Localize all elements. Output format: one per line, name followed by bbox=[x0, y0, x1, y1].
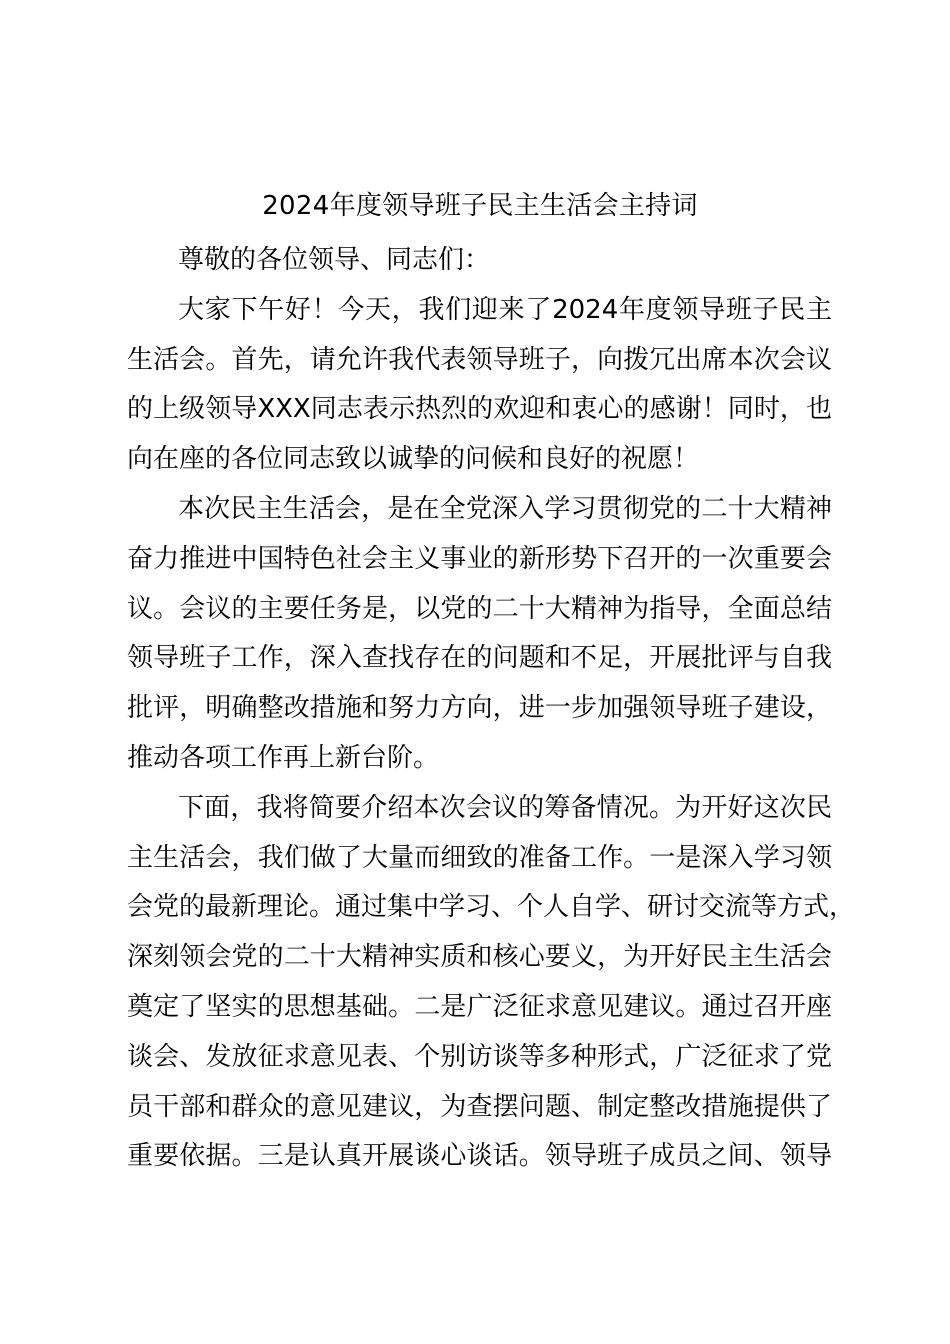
paragraph-3-line-6: 谈会、发放征求意见表、个别访谈等多种形式，广泛征求了党 bbox=[127, 1041, 832, 1072]
paragraph-3-line-7: 员干部和群众的意见建议，为查摆问题、制定整改措施提供了 bbox=[127, 1091, 832, 1122]
paragraph-1-line-1: 大家下午好！今天，我们迎来了2024年度领导班子民主 bbox=[178, 294, 832, 325]
paragraph-3-line-1: 下面，我将简要介绍本次会议的筹备情况。为开好这次民 bbox=[178, 792, 832, 823]
paragraph-1-line-3: 的上级领导XXX同志表示热烈的欢迎和衷心的感谢！同时，也 bbox=[127, 394, 832, 425]
paragraph-2-line-1: 本次民主生活会，是在全党深入学习贯彻党的二十大精神 bbox=[178, 493, 832, 524]
paragraph-3-line-4: 深刻领会党的二十大精神实质和核心要义，为开好民主生活会 bbox=[127, 942, 832, 973]
paragraph-3-line-8: 重要依据。三是认真开展谈心谈话。领导班子成员之间、领导 bbox=[127, 1141, 832, 1172]
paragraph-3-line-5: 奠定了坚实的思想基础。二是广泛征求意见建议。通过召开座 bbox=[127, 991, 832, 1022]
paragraph-2-line-4: 领导班子工作，深入查找存在的问题和不足，开展批评与自我 bbox=[127, 643, 832, 674]
paragraph-1-line-4: 向在座的各位同志致以诚挚的问候和良好的祝愿！ bbox=[127, 444, 700, 475]
paragraph-1-line-2: 生活会。首先，请允许我代表领导班子，向拨冗出席本次会议 bbox=[127, 344, 832, 375]
paragraph-3-line-3: 会党的最新理论。通过集中学习、个人自学、研讨交流等方式， bbox=[127, 892, 856, 923]
document-body bbox=[127, 236, 856, 1182]
salutation: 尊敬的各位领导、同志们： bbox=[178, 245, 491, 275]
paragraph-3-line-2: 主生活会，我们做了大量而细致的准备工作。一是深入学习领 bbox=[127, 842, 832, 873]
paragraph-2-line-6: 推动各项工作再上新台阶。 bbox=[127, 742, 440, 773]
paragraph-2-line-3: 议。会议的主要任务是，以党的二十大精神为指导，全面总结 bbox=[127, 593, 832, 624]
paragraph-2-line-5: 批评，明确整改措施和努力方向，进一步加强领导班子建设， bbox=[127, 693, 832, 724]
document-title: 2024年度领导班子民主生活会主持词 bbox=[262, 191, 698, 221]
paragraph-2-line-2: 奋力推进中国特色社会主义事业的新形势下召开的一次重要会 bbox=[127, 543, 832, 574]
